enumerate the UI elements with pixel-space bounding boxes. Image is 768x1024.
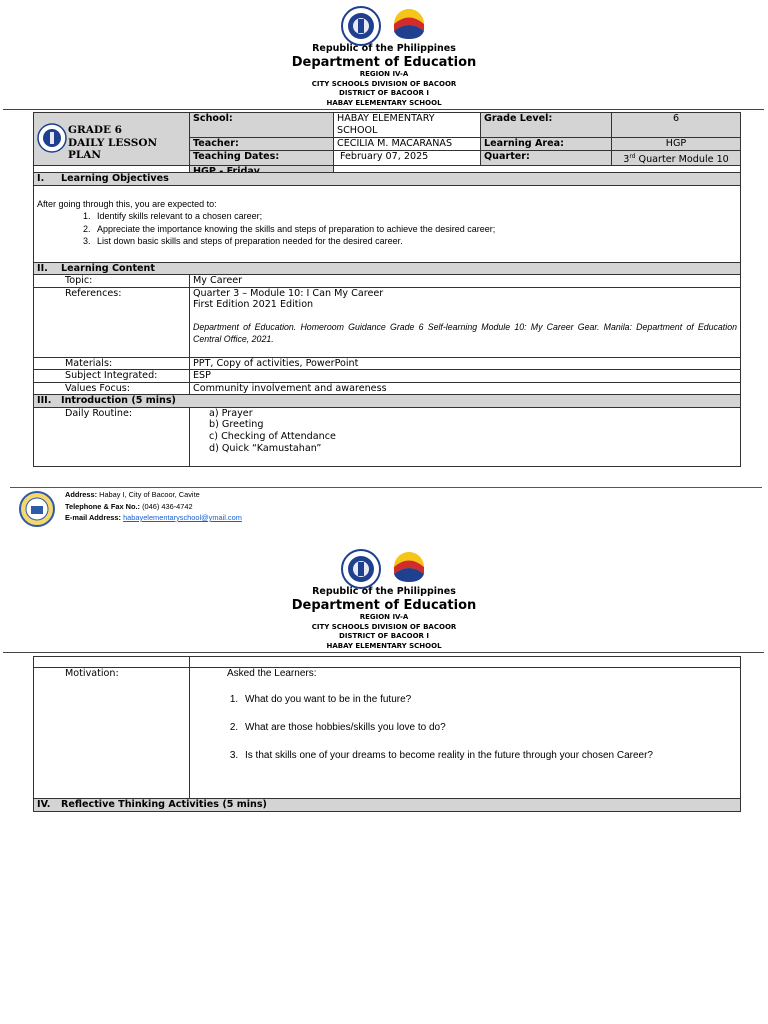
routine-item: a) Prayer bbox=[209, 407, 253, 419]
grade-title: GRADE 6 bbox=[68, 124, 122, 136]
objective-item: 2. Appreciate the importance knowing the skills and steps of preparation to achieve the desired career; bbox=[93, 223, 737, 236]
header-school: HABAY ELEMENTARY SCHOOL bbox=[326, 98, 442, 107]
grade-level-value: 6 bbox=[612, 113, 741, 138]
bagong-pilipinas-logo-icon bbox=[391, 550, 427, 588]
question-item: 1. What do you want to be in the future? bbox=[241, 693, 737, 706]
question-item: 3. Is that skills one of your dreams to become reality in the future through your chosen Career? bbox=[241, 749, 737, 762]
plan-title-cell bbox=[34, 113, 190, 166]
email-label: E-mail Address: bbox=[65, 513, 121, 522]
header-division: CITY SCHOOLS DIVISION OF BACOOR bbox=[311, 622, 457, 631]
objectives-body bbox=[34, 185, 741, 262]
motivation-intro: Asked the Learners: bbox=[227, 668, 317, 679]
deped-seal-icon bbox=[341, 6, 381, 46]
learning-area-value: HGP bbox=[612, 138, 741, 151]
school-logo-icon bbox=[17, 490, 57, 528]
motivation-label: Motivation: bbox=[34, 668, 190, 799]
phone-value: (046) 436-4742 bbox=[140, 501, 193, 511]
values-label: Values Focus: bbox=[34, 382, 190, 395]
footer-email bbox=[65, 512, 242, 524]
motivation-cell bbox=[190, 668, 741, 799]
references-label: References: bbox=[34, 287, 190, 357]
content-number: II. bbox=[37, 262, 48, 274]
header-region: REGION IV-A bbox=[359, 613, 409, 621]
deped-seal-icon bbox=[341, 549, 381, 589]
header-offices bbox=[0, 70, 768, 108]
materials-value: PPT, Copy of activities, PowerPoint bbox=[190, 357, 741, 370]
blank-cell bbox=[34, 657, 190, 668]
motivation-questions bbox=[193, 693, 737, 762]
references-line2: First Edition 2021 Edition bbox=[193, 299, 314, 310]
dates-label: Teaching Dates: bbox=[190, 150, 334, 166]
dates-value: February 07, 2025 bbox=[334, 150, 481, 166]
plan-title: DAILY LESSON PLAN bbox=[68, 137, 158, 161]
objectives-heading bbox=[34, 173, 741, 186]
footer-contact bbox=[65, 489, 242, 524]
header-divider bbox=[3, 109, 764, 110]
header-divider bbox=[3, 652, 764, 653]
quarter-suffix: rd bbox=[629, 152, 636, 160]
header-department: Department of Education bbox=[291, 598, 477, 613]
address-value: Habay I, City of Bacoor, Cavite bbox=[97, 490, 200, 499]
objective-item: 3. List down basic skills and steps of preparation needed for the desired career. bbox=[93, 235, 737, 248]
question-item: 2. What are those hobbies/skills you love to do? bbox=[241, 721, 737, 734]
school-label: School: bbox=[190, 113, 334, 138]
teacher-label: Teacher: bbox=[190, 138, 334, 151]
quarter-label: Quarter: bbox=[481, 150, 612, 166]
header-school: HABAY ELEMENTARY SCHOOL bbox=[326, 641, 442, 650]
references-citation: Department of Education. Homeroom Guidance Grade 6 Self-learning Module 10: My Career Gear. Manila: Department of Education Central Office, 2021. bbox=[193, 321, 737, 344]
routine-item: c) Checking of Attendance bbox=[209, 431, 336, 443]
lesson-body-table-continued bbox=[33, 656, 741, 812]
topic-value: My Career bbox=[190, 275, 741, 288]
subject-value: ESP bbox=[190, 370, 741, 383]
topic-label: Topic: bbox=[34, 275, 190, 288]
quarter-number: 3 bbox=[623, 153, 630, 165]
header-republic: Republic of the Philippines bbox=[312, 586, 456, 597]
school-value: HABAY ELEMENTARY SCHOOL bbox=[334, 113, 481, 138]
lesson-info-table bbox=[33, 112, 741, 179]
routine-item: b) Greeting bbox=[209, 419, 264, 431]
subject-label: Subject Integrated: bbox=[34, 370, 190, 383]
email-link[interactable]: habayelementaryschool@ymail.com bbox=[123, 513, 242, 522]
routine-label: Daily Routine: bbox=[34, 407, 190, 466]
address-label: Address: bbox=[65, 490, 98, 499]
reflective-number: IV. bbox=[37, 799, 51, 810]
header-republic: Republic of the Philippines bbox=[312, 43, 456, 54]
reflective-heading bbox=[34, 799, 741, 812]
objectives-title: Learning Objectives bbox=[61, 173, 169, 184]
footer-address bbox=[65, 489, 242, 501]
objectives-intro: After going through this, you are expected to: bbox=[37, 198, 217, 209]
lesson-body-table bbox=[33, 172, 741, 467]
learning-area-label: Learning Area: bbox=[481, 138, 612, 151]
header-region: REGION IV-A bbox=[359, 70, 409, 78]
teacher-value: CECILIA M. MACARANAS bbox=[334, 138, 481, 151]
content-heading bbox=[34, 262, 741, 275]
objective-item: 1. Identify skills relevant to a chosen career; bbox=[93, 210, 737, 223]
header-district: DISTRICT OF BACOOR I bbox=[339, 89, 429, 97]
bagong-pilipinas-logo-icon bbox=[391, 7, 427, 45]
blank-cell bbox=[190, 657, 741, 668]
footer-divider bbox=[10, 487, 762, 488]
header-offices bbox=[0, 613, 768, 651]
content-title: Learning Content bbox=[61, 262, 155, 274]
footer-phone bbox=[65, 501, 242, 513]
deped-seal-small-icon bbox=[37, 123, 67, 153]
introduction-title: Introduction (5 mins) bbox=[61, 395, 176, 406]
introduction-heading bbox=[34, 395, 741, 408]
quarter-value bbox=[612, 150, 741, 166]
routine-item: d) Quick “Kamustahan” bbox=[209, 442, 322, 454]
routine-cell bbox=[190, 407, 741, 466]
quarter-rest: Quarter Module 10 bbox=[635, 153, 729, 165]
references-value bbox=[190, 287, 741, 357]
objectives-list bbox=[37, 210, 737, 248]
header-department: Department of Education bbox=[291, 55, 477, 70]
introduction-number: III. bbox=[37, 395, 52, 406]
phone-label: Telephone & Fax No.: bbox=[65, 501, 141, 511]
references-line1: Quarter 3 – Module 10: I Can My Career bbox=[193, 287, 384, 299]
objectives-number: I. bbox=[37, 173, 45, 184]
header-division: CITY SCHOOLS DIVISION OF BACOOR bbox=[311, 79, 457, 88]
reflective-title: Reflective Thinking Activities (5 mins) bbox=[61, 799, 267, 810]
routine-list bbox=[193, 408, 737, 455]
materials-label: Materials: bbox=[34, 357, 190, 370]
grade-level-label: Grade Level: bbox=[481, 113, 612, 138]
values-value: Community involvement and awareness bbox=[190, 382, 741, 395]
header-district: DISTRICT OF BACOOR I bbox=[339, 632, 429, 640]
